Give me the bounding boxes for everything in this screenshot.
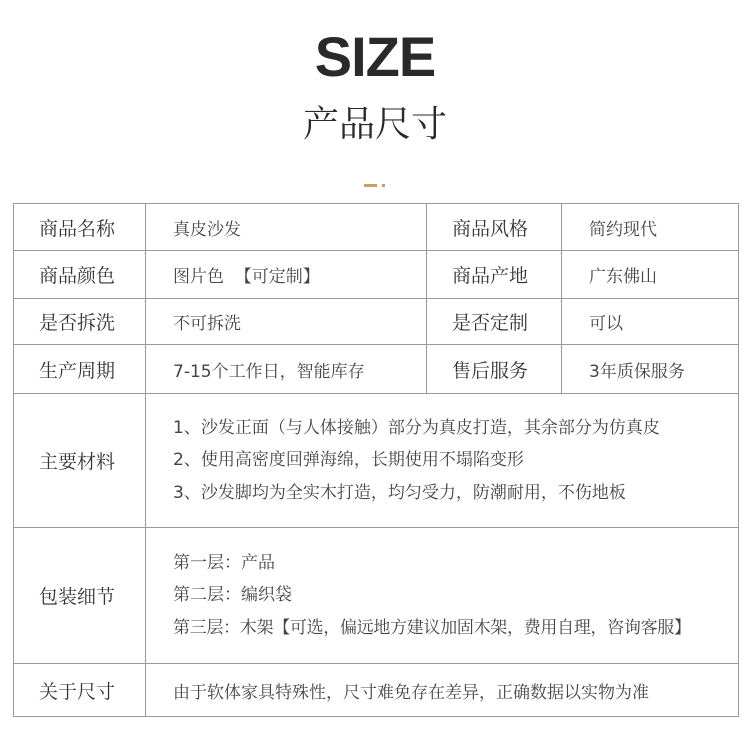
spec-value: 真皮沙发 <box>145 204 426 250</box>
spec-label: 售后服务 <box>426 345 561 393</box>
spec-value: 不可拆洗 <box>145 299 426 344</box>
spec-label: 商品名称 <box>39 217 116 240</box>
table-row-materials <box>14 394 738 528</box>
materials-line: 2、使用高密度回弹海绵，长期使用不塌陷变形 <box>173 450 524 471</box>
spec-label: 是否拆洗 <box>39 312 116 334</box>
table-row-packaging <box>14 528 738 664</box>
accent-divider <box>364 184 386 187</box>
title-cn: 产品尺寸 <box>302 104 447 145</box>
spec-label: 商品颜色 <box>39 265 116 287</box>
title-en: SIZE <box>314 25 436 88</box>
spec-value: 广东佛山 <box>561 251 738 298</box>
spec-value: 简约现代 <box>561 204 738 250</box>
size-note-label: 关于尺寸 <box>39 680 116 703</box>
spec-value: 图片色 【可定制】 <box>145 251 426 298</box>
packaging-line: 第二层：编织袋 <box>173 585 292 606</box>
spec-value: 7-15个工作日，智能库存 <box>145 345 426 393</box>
spec-value: 可以 <box>561 299 738 344</box>
materials-line: 3、沙发脚均为全实木打造，均匀受力，防潮耐用，不伤地板 <box>173 482 626 503</box>
table-row <box>14 299 738 345</box>
table-row <box>14 251 738 299</box>
packaging-line: 第三层：木架【可选，偏远地方建议加固木架，费用自理，咨询客服】 <box>173 617 691 638</box>
spec-label: 商品产地 <box>426 251 561 298</box>
table-row <box>14 345 738 394</box>
spec-label: 是否定制 <box>426 299 561 344</box>
packaging-value <box>145 528 738 663</box>
table-row <box>14 204 738 251</box>
packaging-line: 第一层：产品 <box>173 552 275 573</box>
table-row-size-note <box>14 664 738 716</box>
spec-table <box>13 203 739 717</box>
materials-value <box>145 394 738 527</box>
spec-label: 生产周期 <box>39 359 116 382</box>
spec-value: 3年质保服务 <box>561 345 738 393</box>
materials-line: 1、沙发正面（与人体接触）部分为真皮打造，其余部分为仿真皮 <box>173 417 660 438</box>
materials-label: 主要材料 <box>39 451 116 473</box>
size-note-value: 由于软体家具特殊性，尺寸难免存在差异，正确数据以实物为准 <box>145 664 738 716</box>
packaging-label: 包装细节 <box>39 586 116 608</box>
spec-label: 商品风格 <box>426 204 561 250</box>
